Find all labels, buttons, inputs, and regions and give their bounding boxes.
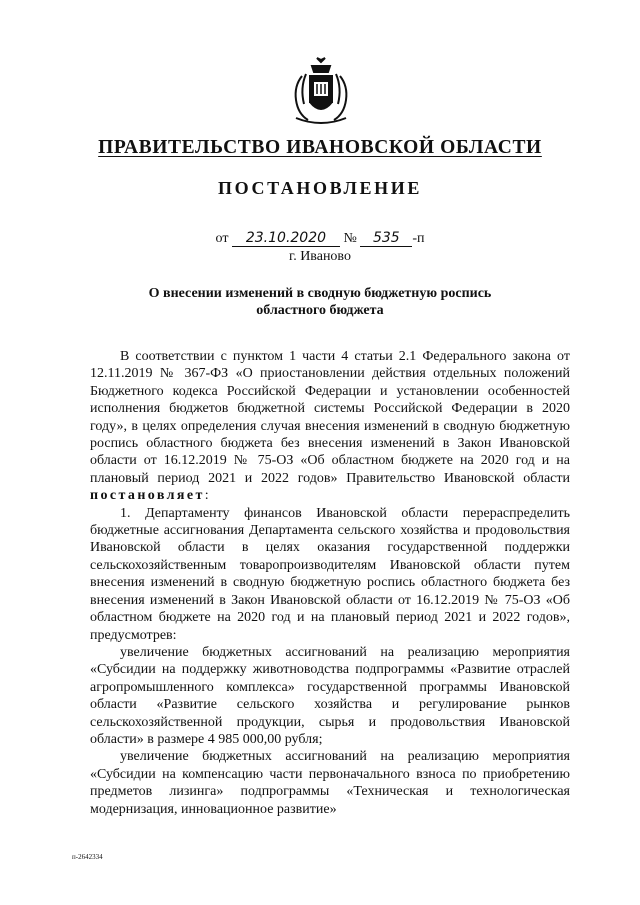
city: г. Иваново (289, 249, 351, 264)
footer-code: п-2642334 (72, 853, 103, 861)
paragraph-1: 1. Департаменту финансов Ивановской области перераспределить бюджетные ассигнования Департамента сельского хозяйства и продовольствия Ивановской области в целях оказания государственной поддержки сельскохозяйственным товаропроизводителям Ивановской области путем внесения изменений в сводную бюджетную роспись областного бюджета без внесения изменений в Закон Ивановской области от 16.12.2019 № 75-ОЗ «Об областном бюджете на 2020 год и на плановый период 2021 и 2022 годов», предусмотрев: (90, 505, 570, 643)
number-label: № (343, 231, 357, 246)
handwritten-number: 535 (360, 230, 412, 247)
handwritten-date: 23.10.2020 (232, 230, 340, 247)
date-number-line (0, 230, 640, 247)
number-suffix: -п (412, 231, 425, 246)
paragraph-preamble: В соответствии с пунктом 1 части 4 статьи 2.1 Федерального закона от 12.11.2019 № 367-ФЗ «О приостановлении действия отдельных положений Бюджетного кодекса Российской Федерации и установлении особенностей исполнения бюджетов бюджетной системы Российской Федерации в 2020 году», в целях определения случая внесения изменений в сводную бюджетную роспись областного бюджета без внесения изменений в Закон Ивановской области от 16.12.2019 № 75-ОЗ «Об областном бюджете на 2020 год и на плановый период 2021 и 2022 годов» Правительство Ивановской области постановляет: (90, 349, 570, 504)
resolution-word: постановляет (90, 488, 205, 504)
government-title: ПРАВИТЕЛЬСТВО ИВАНОВСКОЙ ОБЛАСТИ (98, 137, 542, 158)
coat-of-arms-emblem (290, 56, 352, 126)
date-prefix: от (215, 231, 229, 246)
document-subject: О внесении изменений в сводную бюджетную роспись областного бюджета (148, 286, 492, 318)
document-body (90, 348, 570, 818)
paragraph-leasing: увеличение бюджетных ассигнований на реализацию мероприятия «Субсидии на компенсацию части первоначального взноса по приобретению предметов лизинга» подпрограммы «Техническая и технологическая модернизация, инновационное развитие» (90, 749, 570, 817)
document-type: ПОСТАНОВЛЕНИЕ (218, 178, 422, 198)
paragraph-livestock: увеличение бюджетных ассигнований на реализацию мероприятия «Субсидии на поддержку животноводства подпрограммы «Развитие отраслей агропромышленного комплекса» государственной программы Ивановской области «Развитие сельского хозяйства и регулирование рынков сельскохозяйственной продукции, сырья и продовольствия Ивановской области» в размере 4 985 000,00 рубля; (90, 644, 570, 747)
